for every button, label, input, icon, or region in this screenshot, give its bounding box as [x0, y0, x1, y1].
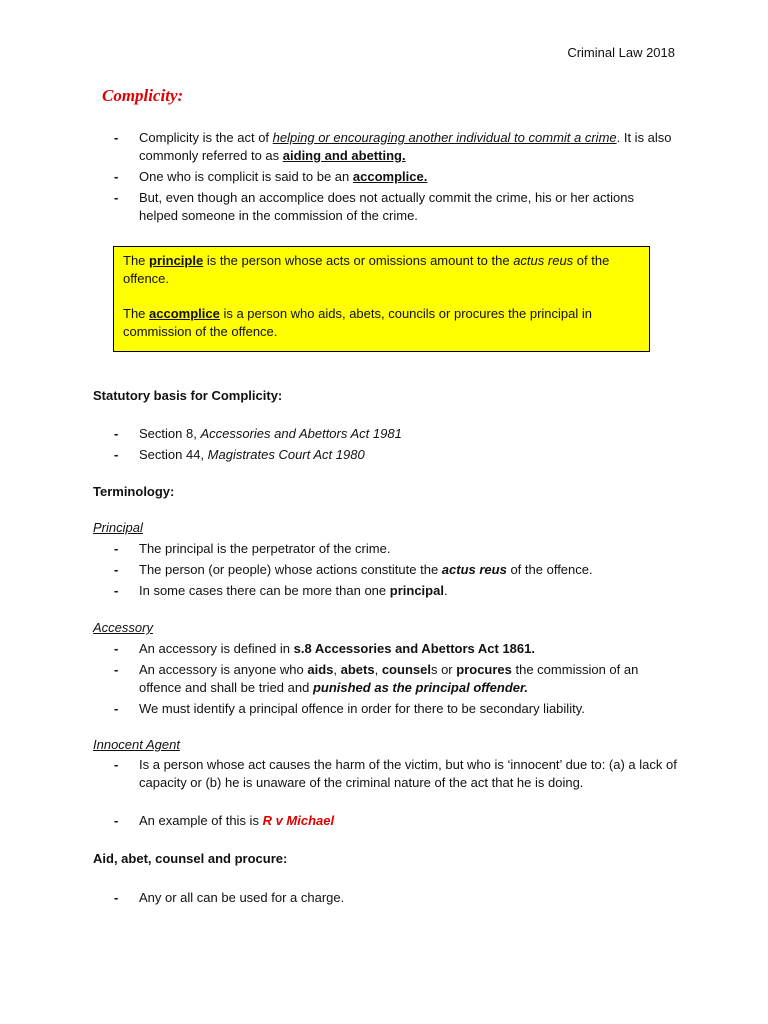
bullet-dash: - — [114, 130, 119, 145]
bullet-dash: - — [114, 190, 119, 205]
page-header: Criminal Law 2018 — [567, 45, 675, 60]
statute-name: Accessories and Abettors Act 1981 — [200, 426, 402, 441]
key-term: aids — [307, 662, 334, 677]
subheading-accessory: Accessory — [93, 620, 153, 635]
key-term: abets — [340, 662, 375, 677]
text: One who is complicit is said to be an — [139, 169, 353, 184]
text: is the person whose acts or omissions amount to the — [203, 253, 514, 268]
bullet-dash: - — [114, 562, 119, 577]
subheading-innocent-agent: Innocent Agent — [93, 737, 180, 752]
key-term: accomplice — [149, 306, 220, 321]
text: The — [123, 306, 150, 321]
key-term: procures — [456, 662, 512, 677]
text: . It is also commonly referred to as — [139, 130, 672, 163]
key-term: principal — [389, 583, 444, 598]
page-title: Complicity: — [102, 86, 184, 105]
definition-principle — [123, 252, 639, 288]
text: of the offence. — [506, 562, 593, 577]
key-term: accomplice. — [352, 169, 428, 184]
bullet-dash: - — [114, 890, 119, 905]
emphasis-text: actus reus — [513, 253, 574, 268]
emphasis-text: punished as the principal offender. — [312, 680, 528, 695]
bullet-dash: - — [114, 813, 119, 828]
text: Is a person whose act causes the harm of the victim, but who is ‘innocent’ due to: (a) a lack of capacity or (b) he is unaware of the criminal nature of the act that he is doing. — [139, 757, 677, 790]
section-heading: Terminology: — [93, 484, 175, 499]
text: s or — [430, 662, 457, 677]
section-heading: Statutory basis for Complicity: — [93, 388, 283, 403]
emphasis-text: actus reus — [441, 562, 507, 577]
text: Section 44, — [139, 447, 208, 462]
text: of the offence. — [123, 253, 610, 286]
key-term: aiding and abetting. — [282, 148, 406, 163]
text: In some cases there can be more than one — [139, 583, 390, 598]
text: The — [123, 253, 150, 268]
text: The principal is the perpetrator of the crime. — [139, 541, 391, 556]
bullet-dash: - — [114, 583, 119, 598]
bullet-dash: - — [114, 447, 119, 462]
text: is a person who aids, abets, councils or procures the principal in commission of the offence. — [123, 306, 592, 339]
section-heading: Aid, abet, counsel and procure: — [93, 851, 288, 866]
definition-accomplice — [123, 305, 639, 341]
bullet-dash: - — [114, 541, 119, 556]
text: Section 8, — [139, 426, 201, 441]
text: The person (or people) whose actions constitute the — [139, 562, 442, 577]
bullet-dash: - — [114, 641, 119, 656]
text: , — [333, 662, 341, 677]
text: An accessory is defined in — [139, 641, 294, 656]
subheading-principal: Principal — [93, 520, 143, 535]
statute-name: s.8 Accessories and Abettors Act 1861. — [293, 641, 535, 656]
bullet-dash: - — [114, 757, 119, 772]
text: An example of this is — [139, 813, 263, 828]
case-name: R v Michael — [262, 813, 335, 828]
key-term: principle — [149, 253, 204, 268]
text: An accessory is anyone who — [139, 662, 308, 677]
statute-name: Magistrates Court Act 1980 — [207, 447, 365, 462]
bullet-dash: - — [114, 662, 119, 677]
text: the commission of an offence and shall be tried and — [139, 662, 639, 695]
text: We must identify a principal offence in order for there to be secondary liability. — [139, 701, 585, 716]
text: , — [374, 662, 382, 677]
bullet-dash: - — [114, 169, 119, 184]
emphasis-text: helping or encouraging another individual to commit a crime — [272, 130, 617, 145]
text: Any or all can be used for a charge. — [139, 890, 345, 905]
key-term: counsel — [381, 662, 431, 677]
definition-box — [113, 246, 650, 352]
bullet-dash: - — [114, 426, 119, 441]
text: . — [443, 583, 448, 598]
text: But, even though an accomplice does not actually commit the crime, his or her actions helped someone in the commission of the crime. — [139, 190, 634, 223]
bullet-dash: - — [114, 701, 119, 716]
text: Complicity is the act of — [139, 130, 273, 145]
